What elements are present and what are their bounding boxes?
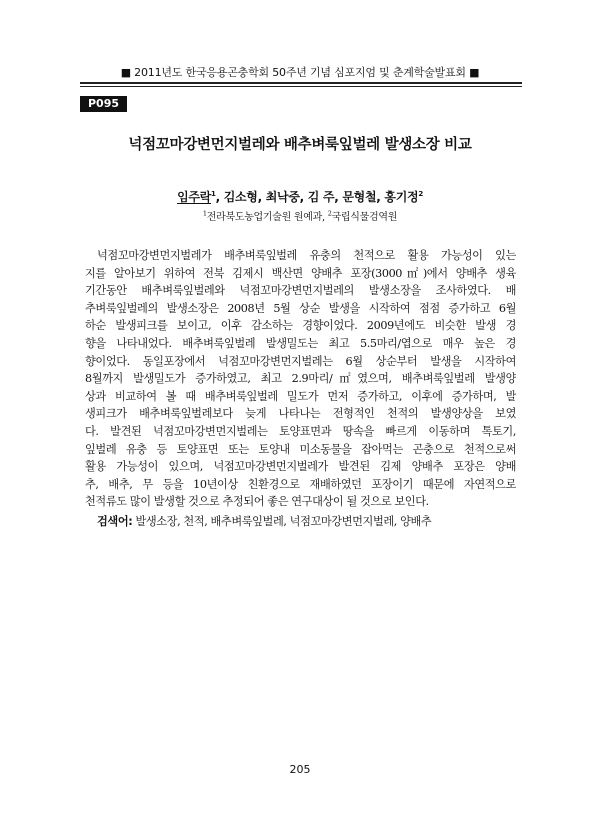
abstract-line: 향이었다. 동일포장에서 넉점꼬마강변먼지벌레는 6월 상순부터 발생을 시작하여 — [85, 354, 516, 368]
affiliation-text: 국립식물검역원 — [331, 212, 398, 223]
header-rule-thin — [80, 86, 522, 87]
abstract-line: 기간동안 배추벼룩잎벌레와 넉점꼬마강변먼지벌레의 발생소장을 조사하였다. 배 — [85, 284, 516, 298]
author-name: 김소형 — [223, 190, 258, 204]
abstract-line: 8월까지 발생밀도가 증가하였고, 최고 2.9마리/㎡였으며, 배추벼룩잎벌레 발생양 — [85, 372, 516, 386]
author-separator: , — [299, 190, 308, 204]
author-separator: , — [257, 190, 266, 204]
abstract-line: 추, 배추, 무 등을 10년이상 친환경으로 재배하였던 포장이기 때문에 자연적으로 — [85, 477, 516, 491]
running-header: ■ 2011년도 한국응용곤충학회 50주년 기념 심포지엄 및 춘계학술발표회 ■ — [120, 66, 480, 79]
abstract-line: 생피크가 배추벼룩잎벌레보다 늦게 나타나는 전형적인 천적의 발생양상을 보였 — [85, 407, 516, 421]
author-separator: , — [215, 190, 224, 204]
abstract-line: 지를 알아보기 위하여 전북 김제시 백산면 양배추 포장(3000㎡)에서 양배추 생육 — [85, 266, 516, 280]
author-name: 홍기정 — [384, 190, 419, 204]
abstract-line: 상과 비교하여 볼 때 배추벼룩잎벌레 밀도가 먼저 증가하고, 이후에 증가하며, 발 — [85, 389, 516, 403]
abstract-line: 추벼룩잎벌레의 발생소장은 2008년 5월 상순 발생을 시작하여 점점 증가하고 6월 — [85, 301, 516, 315]
abstract-body — [85, 247, 516, 511]
affiliation-separator: , — [321, 212, 328, 223]
author-separator: , — [376, 190, 385, 204]
abstract-line: 하순 발생피크를 보이고, 이후 감소하는 경향이었다. 2009년에도 비슷한 발생 경 — [85, 319, 516, 333]
keywords-text: 발생소장, 천적, 배추벼룩잎벌레, 넉점꼬마강변먼지벌레, 양배추 — [132, 515, 432, 528]
keywords-label: 검색어: — [97, 515, 133, 528]
author-separator: , — [334, 190, 343, 204]
abstract-line: 향을 나타내었다. 배추벼룩잎벌레 발생밀도는 최고 5.5마리/엽으로 매우 높은 경 — [85, 336, 516, 350]
affiliation-text: 전라북도농업기술원 원예과 — [206, 212, 322, 223]
author-name: 문형철 — [342, 190, 377, 204]
poster-id-badge: P095 — [80, 96, 127, 112]
author-name: 김 주 — [307, 190, 335, 204]
abstract-line: 천적류도 많이 발생할 것으로 추정되어 좋은 연구대상이 될 것으로 보인다. — [85, 495, 429, 509]
abstract-line: 다. 발견된 넉점꼬마강변먼지벌레는 토양표면과 땅속을 빠르게 이동하며 톡토기, — [85, 424, 516, 438]
affiliation-mark: 2 — [327, 209, 332, 218]
author-affiliation-mark: 2 — [418, 190, 423, 198]
abstract-line: 활용 가능성이 있으며, 넉점꼬마강변먼지벌레가 발견된 김제 양배추 포장은 양배 — [85, 460, 516, 474]
abstract-line: 잎벌레 유충 등 토양표면 또는 토양내 미소동물을 잡아먹는 곤충으로 천적으로써 — [85, 442, 516, 456]
author-name: 최낙중 — [265, 190, 300, 204]
author-affiliation-mark: 1 — [211, 190, 216, 198]
keywords-line — [97, 513, 517, 529]
affiliation-list — [60, 208, 540, 223]
abstract-line: 넉점꼬마강변먼지벌레가 배추벼룩잎벌레 유충의 천적으로 활용 가능성이 있는 — [97, 249, 516, 262]
affiliation-mark: 1 — [202, 209, 207, 218]
author-name: 임주락 — [177, 190, 211, 204]
paper-title: 넉점꼬마강변먼지벌레와 배추벼룩잎벌레 발생소장 비교 — [128, 137, 472, 153]
author-list — [60, 188, 540, 205]
header-rule-thick — [80, 82, 522, 84]
page-number: 205 — [289, 763, 311, 776]
